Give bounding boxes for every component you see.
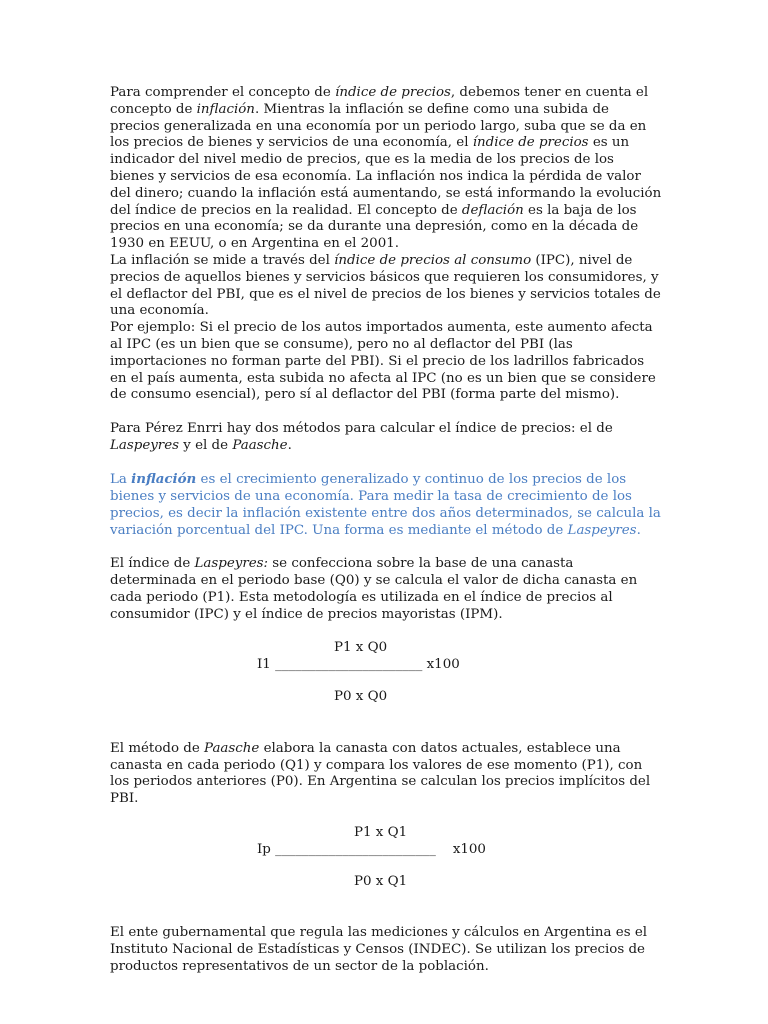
- blank-line: [110, 808, 662, 825]
- paragraph-laspeyres: El índice de Laspeyres: se confecciona sobre la base de una canasta determinada en el periodo base (Q0) y se calcula el valor de dicha canasta en cada periodo (P1). Esta metodología es utilizada en el índice de precios al consumidor (IPC) y el índice de precios mayoristas (IPM).: [110, 556, 638, 622]
- formula-denominator: P0 x Q0: [334, 689, 388, 705]
- paasche-formula: [110, 825, 662, 892]
- formula-fraction-line: Ip ________________________ x100: [257, 841, 486, 857]
- formula-fraction-line: I1 ______________________ x100: [257, 657, 460, 673]
- paragraph-indec: El ente gubernamental que regula las mediciones y cálculos en Argentina es el Instituto Nacional de Estadísticas y Censos (INDEC). Se utilizan los precios de productos representativos de un sector de la población.: [110, 925, 648, 975]
- formula-denominator: P0 x Q1: [354, 873, 408, 889]
- paragraph-inflation-definition: La inflación es el crecimiento generalizado y continuo de los precios de los bienes y servicios de una economía. Para medir la tasa de crecimiento de los precios, es decir la inflación existente entre dos años determinados, se calcula la variación porcentual del IPC. Una forma es mediante el método de Laspeyres.: [110, 471, 661, 538]
- formula-numerator: P1 x Q0: [334, 640, 388, 656]
- blank-line: [110, 724, 662, 741]
- blank-line: [110, 892, 662, 909]
- paragraph-paasche: El método de Paasche elabora la canasta con datos actuales, establece una canasta en cada periodo (Q1) y compara los valores de ese momento (P1), con los periodos anteriores (P0). En Argentina se calculan los precios implícitos del PBI.: [110, 740, 651, 807]
- laspeyres-formula: [110, 640, 662, 707]
- paragraph-methods: Para Pérez Enrri hay dos métodos para calcular el índice de precios: el de Laspeyres y el de Paasche.: [110, 420, 613, 453]
- document-page: [110, 85, 662, 976]
- paragraph-inflation-intro: Para comprender el concepto de índice de precios, debemos tener en cuenta el concepto de inflación. Mientras la inflación se define como una subida de precios generalizada en una economía por un periodo largo, suba que se da en los precios de bienes y servicios de una economía, el índice de precios es un indicador del nivel medio de precios, que es la media de los precios de los bienes y servicios de esa economía. La inflación nos indica la pérdida de valor del dinero; cuando la inflación está aumentando, se está informando la evolución del índice de precios en la realidad. El concepto de deflación es la baja de los precios en una economía; se da durante una depresión, como en la década de 1930 en EEUU, o en Argentina en el 2001.: [110, 85, 662, 252]
- blank-line: [110, 624, 662, 641]
- blank-line: [110, 707, 662, 724]
- blank-line: [110, 540, 662, 557]
- blank-line: [110, 404, 662, 421]
- formula-numerator: P1 x Q1: [354, 824, 408, 840]
- blank-line: [110, 909, 662, 926]
- paragraph-example: Por ejemplo: Si el precio de los autos importados aumenta, este aumento afecta al IPC (es un bien que se consume), pero no al deflactor del PBI (las importaciones no forman parte del PBI). Si el precio de los ladrillos fabricados en el país aumenta, esta subida no afecta al IPC (no es un bien que se considere de consumo esencial), pero sí al deflactor del PBI (forma parte del mismo).: [110, 320, 656, 403]
- blank-line: [110, 455, 662, 472]
- paragraph-ipc: La inflación se mide a través del índice de precios al consumo (IPC), nivel de precios de aquellos bienes y servicios básicos que requieren los consumidores, y el deflactor del PBI, que es el nivel de precios de los bienes y servicios totales de una economía.: [110, 252, 661, 319]
